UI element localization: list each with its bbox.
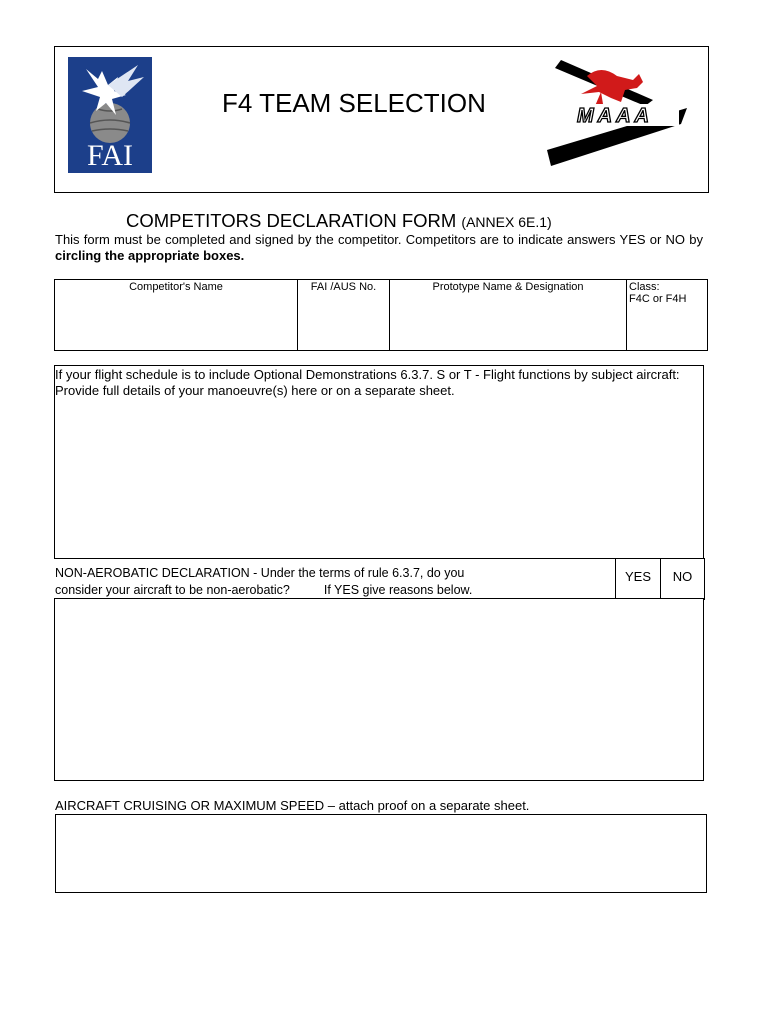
fai-aus-no-header: FAI /AUS No. (310, 281, 377, 293)
yes-box[interactable]: YES (615, 558, 661, 599)
non-aerobatic-line1: NON-AEROBATIC DECLARATION - Under the terms of rule 6.3.7, do you (55, 566, 465, 580)
svg-text:MAAA: MAAA (577, 105, 653, 127)
competitor-name-header: Competitor's Name (129, 281, 223, 293)
annex-label: (ANNEX 6E.1) (461, 214, 552, 230)
class-cell[interactable] (627, 280, 708, 351)
fai-logo (68, 57, 152, 173)
form-title (126, 210, 552, 232)
optional-demo-text: If your flight schedule is to include Optional Demonstrations 6.3.7. S or T - Flight functions by subject aircraft: Provide full details of your manoeuvre(s) here or on a separate sheet. (55, 367, 680, 398)
competitor-name-cell[interactable] (55, 280, 298, 351)
form-title-text: COMPETITORS DECLARATION FORM (126, 210, 457, 231)
page-title: F4 TEAM SELECTION (222, 88, 486, 118)
competitor-table (54, 279, 708, 351)
class-header: Class: (629, 281, 660, 293)
prototype-cell[interactable] (390, 280, 627, 351)
reasons-box[interactable] (54, 598, 704, 781)
class-options: F4C or F4H (629, 293, 687, 305)
svg-text:FAI: FAI (86, 139, 134, 172)
intro-text (55, 232, 703, 264)
no-box[interactable]: NO (672, 569, 693, 584)
intro-bold: circling the appropriate boxes. (55, 248, 245, 263)
speed-label: AIRCRAFT CRUISING OR MAXIMUM SPEED – attach proof on a separate sheet. (55, 798, 530, 813)
non-aerobatic-line2-right: If YES give reasons below. (323, 583, 473, 597)
speed-box[interactable] (55, 814, 707, 893)
non-aerobatic-line2-left: consider your aircraft to be non-aerobatic? (55, 583, 290, 597)
maaa-logo (541, 54, 691, 172)
fai-aus-no-cell[interactable] (298, 280, 390, 351)
prototype-header: Prototype Name & Designation (432, 281, 584, 293)
non-aerobatic-text (55, 565, 595, 599)
intro-plain: This form must be completed and signed by the competitor. Competitors are to indicate answers YES or NO by (55, 232, 703, 247)
